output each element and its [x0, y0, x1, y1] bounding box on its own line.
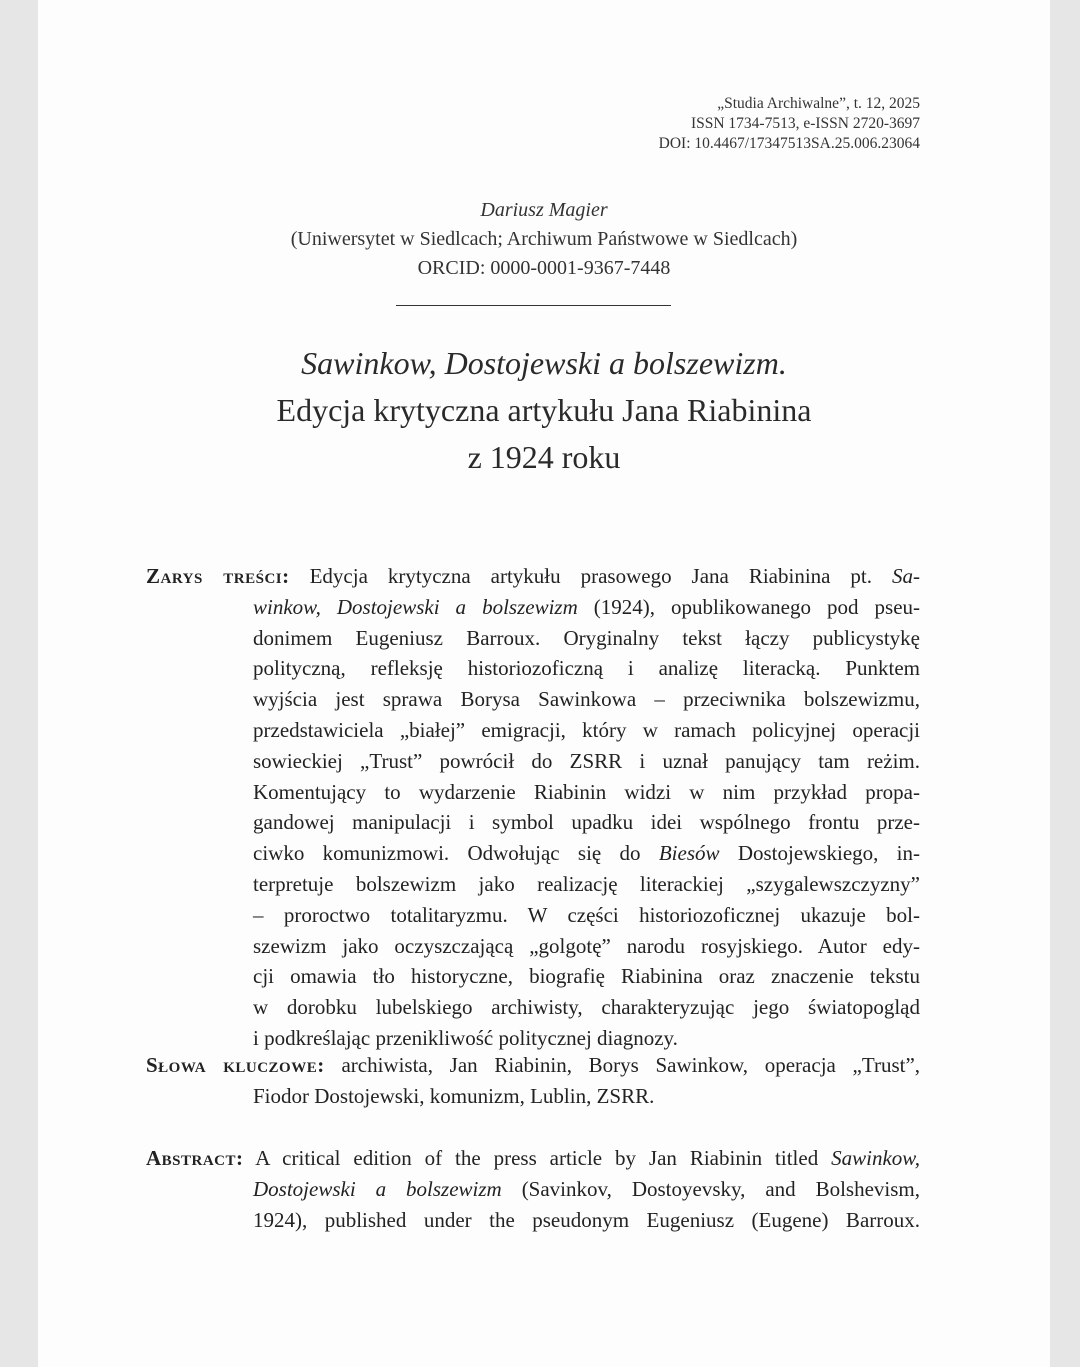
title-divider — [396, 305, 671, 306]
zarys-line: Zarys treści: Edycja krytyczna artykułu prasowego Jana Riabinina pt. Sa- — [146, 564, 920, 588]
zarys-line: i podkreślając przenikliwość politycznej diagnozy. — [253, 1025, 678, 1050]
zarys-line: w dorobku lubelskiego archiwisty, charakteryzując jego światopogląd — [253, 995, 920, 1020]
abstract-section — [146, 1143, 920, 1235]
author-orcid: ORCID: 0000-0001-9367-7448 — [417, 257, 671, 279]
zarys-line: donimem Eugeniusz Barroux. Oryginalny tekst łączy publicystykę — [253, 625, 920, 650]
journal-issn: ISSN 1734-7513, e-ISSN 2720-3697 — [690, 115, 920, 132]
author-affiliation: (Uniwersytet w Siedlcach; Archiwum Państwowe w Siedlcach) — [290, 228, 798, 250]
keywords-line: Fiodor Dostojewski, komunizm, Lublin, ZSRR. — [253, 1083, 655, 1108]
title-line-1: Sawinkow, Dostojewski a bolszewizm. — [301, 345, 787, 381]
title-line-2: Edycja krytyczna artykułu Jana Riabinina — [276, 392, 812, 428]
abstract-line: 1924), published under the pseudonym Eugeniusz (Eugene) Barroux. — [253, 1207, 920, 1232]
author-block — [38, 196, 1050, 283]
keywords-label: Słowa kluczowe: — [146, 1053, 325, 1077]
author-name: Dariusz Magier — [480, 199, 608, 221]
page-frame-left — [0, 0, 38, 1367]
abstract-line: Dostojewski a bolszewizm (Savinkov, Dostoyevsky, and Bolshevism, — [253, 1176, 921, 1201]
zarys-line: sowieckiej „Trust” powrócił do ZSRR i uznał panujący tam reżim. — [253, 748, 920, 773]
document-page — [38, 0, 1050, 1367]
slowa-kluczowe-section — [146, 1050, 920, 1112]
article-title — [38, 340, 1050, 481]
zarys-label: Zarys treści: — [146, 564, 290, 588]
keywords-line: Słowa kluczowe: archiwista, Jan Riabinin, Borys Sawinkow, operacja „Trust”, — [146, 1053, 921, 1077]
zarys-line: winkow, Dostojewski a bolszewizm (1924), opublikowanego pod pseu- — [253, 594, 921, 619]
zarys-line: terpretuje bolszewizm jako realizację literackiej „szygalewszczyzny” — [253, 871, 920, 896]
zarys-line: cji omawia tło historyczne, biografię Riabinina oraz znaczenie tekstu — [253, 964, 920, 989]
zarys-line: – proroctwo totalitaryzmu. W części historiozoficznej ukazuje bol- — [253, 902, 920, 927]
title-line-3: z 1924 roku — [467, 439, 621, 475]
zarys-line: ciwko komunizmowi. Odwołując się do Biesów Dostojewskiego, in- — [253, 841, 921, 866]
journal-citation: „Studia Archiwalne”, t. 12, 2025 — [717, 95, 920, 112]
zarys-line: Komentujący to wydarzenie Riabinin widzi w nim przykład propa- — [253, 779, 920, 804]
zarys-line: polityczną, refleksję historiozoficzną i analizę literacką. Punktem — [253, 656, 920, 681]
zarys-line: wyjścia jest sprawa Borysa Sawinkowa – przeciwnika bolszewizmu, — [253, 687, 920, 712]
zarys-line: przedstawiciela „białej” emigracji, który w ramach policyjnej operacji — [253, 717, 920, 742]
abstract-label: Abstract: — [146, 1146, 244, 1170]
zarys-line: szewizm jako oczyszczającą „golgotę” narodu rosyjskiego. Autor edy- — [253, 933, 920, 958]
abstract-line: Abstract: A critical edition of the press article by Jan Riabinin titled Sawinkow, — [146, 1146, 921, 1170]
zarys-line: gandowej manipulacji i symbol upadku idei wspólnego frontu prze- — [253, 810, 920, 835]
page-frame-right — [1050, 0, 1080, 1367]
journal-doi: DOI: 10.4467/17347513SA.25.006.23064 — [658, 135, 920, 152]
zarys-tresci-section — [146, 561, 920, 1054]
journal-info — [500, 94, 920, 154]
